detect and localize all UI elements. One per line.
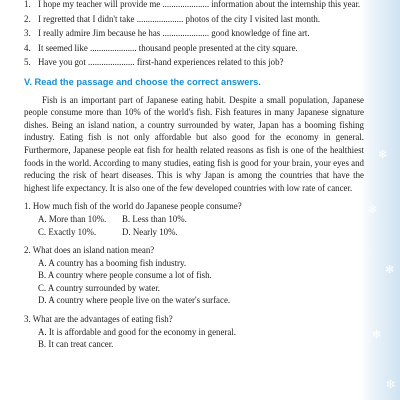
snowflake-icon: ✻: [386, 379, 396, 391]
question-text: I really admire Jim because he has ..................... good knowledge of fine art.: [38, 28, 310, 39]
answer-options: [24, 326, 364, 351]
fill-question: [24, 13, 364, 26]
fill-question: [24, 56, 364, 69]
question-text: I regretted that I didn't take ..................... photos of the city I visited last month.: [38, 13, 321, 24]
question-number: 4.: [24, 42, 31, 53]
question-number: 2.: [24, 13, 31, 24]
question-stem: 3. What are the advantages of eating fish?: [24, 314, 173, 325]
question-text: It seemed like ..................... thousand people presented at the city square.: [38, 42, 298, 53]
snowflake-icon: ✻: [368, 204, 378, 216]
answer-option-b[interactable]: B. Less than 10%.: [122, 213, 187, 224]
reading-passage: Fish is an important part of Japanese eating habit. Despite a small population, Japanese people consume more than 10% of the world's fish. Fish features in many Japanese signature dishes. Being an island nation, a country surrounded by water, Japan has a booming fishing industry. Eating fish is not only affordable but also good for the economy in general. Furthermore, Japanese people eat fish for health related reasons as fish is one of the healthiest foods in the world. According to many studies, eating fish is good for your brain, your eyes and reducing the risk of heart diseases. This is why Japan is among the countries that have the highest life expectancy. It is also one of the few developed countries with low rate of cancer.: [24, 94, 364, 193]
answer-option-c[interactable]: C. Exactly 10%.: [38, 226, 97, 237]
fill-question: [24, 27, 364, 40]
answer-option-d[interactable]: D. A country where people live on the water's surface.: [38, 295, 231, 306]
mcq-question-3: [24, 313, 364, 351]
answer-options: [24, 257, 364, 307]
section-heading: V. Read the passage and choose the correct answers.: [24, 76, 261, 87]
answer-option-a[interactable]: A. More than 10%.: [38, 213, 107, 224]
fill-question: [24, 0, 364, 11]
fill-in-questions: [24, 0, 364, 69]
mcq-question-1: [24, 200, 364, 238]
question-stem: 1. How much fish of the world do Japanese people consume?: [24, 201, 242, 212]
answer-option-b[interactable]: B. It can treat cancer.: [38, 339, 114, 350]
answer-option-a[interactable]: A. A country has a booming fish industry.: [38, 257, 187, 268]
question-text: Have you got ..................... first-hand experiences related to this job?: [38, 57, 284, 68]
worksheet-content: [24, 0, 364, 351]
question-number: 3.: [24, 28, 31, 39]
question-stem: 2. What does an island nation mean?: [24, 245, 155, 256]
answer-option-a[interactable]: A. It is affordable and good for the economy in general.: [38, 326, 236, 337]
answer-option-c[interactable]: C. A country surrounded by water.: [38, 282, 161, 293]
question-number: 1.: [24, 0, 31, 9]
fill-question: [24, 42, 364, 55]
question-number: 5.: [24, 57, 31, 68]
question-text: I hope my teacher will provide me ..................... information about the internship this year.: [38, 0, 361, 9]
answer-option-b[interactable]: B. A country where people consume a lot of fish.: [38, 270, 212, 281]
answer-options: [24, 213, 364, 238]
mcq-question-2: [24, 244, 364, 307]
answer-option-d[interactable]: D. Nearly 10%.: [122, 226, 178, 237]
snowflake-icon: ✻: [385, 264, 395, 276]
snowflake-icon: ✻: [378, 149, 388, 161]
snowflake-icon: ✻: [372, 329, 382, 341]
